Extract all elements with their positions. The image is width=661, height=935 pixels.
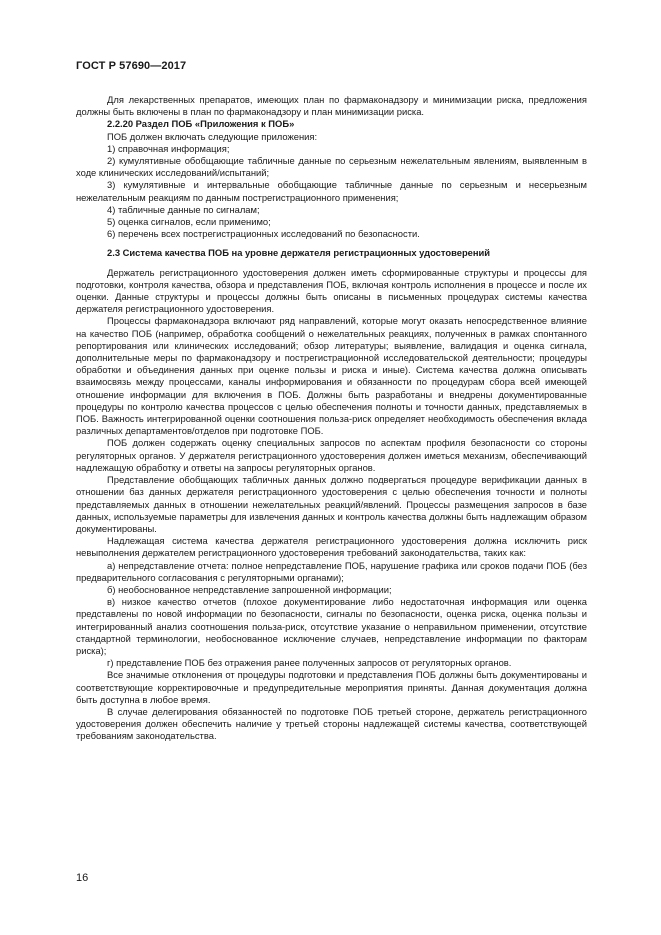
paragraph: Держатель регистрационного удостоверения должен иметь сформированные структуры и процессы для подготовки, контроля качества, обзора и представления ПОБ, включая контроль исполнения в процессе и после их оценки. Данные структуры и процессы должны быть описаны в письменных процедурах системы качества держателя регистрационного удостоверения. [76, 266, 587, 315]
paragraph: Процессы фармаконадзора включают ряд направлений, которые могут оказать непосредственное влияние на качество ПОБ (например, обработка сообщений о нежелательных реакциях, полученных в рамках спонтанного репортирования или клинических исследований; обзор литературы; выявление, валидация и оценка сигнала, дополнительные меры по фармаконадзору и пострегистрационной исследовательской деятельности; процедуры обработки и объединения данных при оценке пользы и риска и иные). Система качества должна описывать взаимосвязь между процессами, каналы информирования и обязанности по процедурам сбора всей имеющей отношение информации для включения в ПОБ. Должны быть разработаны и внедрены документированные процедуры по контролю качества процессов с целью обеспечения полноты и точности данных, представляемых в ПОБ. Важность интегрированной оценки соотношения польза-риск определяет необходимость обеспечения вклада различных департаментов/отделов при подготовке ПОБ. [76, 315, 587, 437]
paragraph: Для лекарственных препаратов, имеющих план по фармаконадзору и минимизации риска, предложения должны быть включены в план по фармаконадзору и план минимизации риска. [76, 94, 587, 118]
paragraph: ПОБ должен включать следующие приложения: [107, 130, 318, 142]
list-item: 5) оценка сигналов, если применимо; [107, 216, 271, 228]
document-body [76, 94, 587, 743]
list-item: 6) перечень всех пострегистрационных исследований по безопасности. [107, 228, 420, 240]
paragraph: В случае делегирования обязанностей по подготовке ПОБ третьей стороне, держатель регистрационного удостоверения должен обеспечить наличие у третьей стороны надлежащей системы качества, соответствующей требованиям законодательства. [76, 705, 587, 742]
list-item: 4) табличные данные по сигналам; [107, 203, 260, 215]
section-heading: 2.2.20 Раздел ПОБ «Приложения к ПОБ» [107, 118, 295, 130]
paragraph: Все значимые отклонения от процедуры подготовки и представления ПОБ должны быть документированы и соответствующие корректировочные и предупредительные мероприятия приняты. Данная документация должна быть доступна в любое время. [76, 669, 587, 705]
list-item: в) низкое качество отчетов (плохое документирование либо недостаточная информация или оценка представлены по новой информации по безопасности, сигналы по безопасности, оценка риска, оценка пользы и интегрированный анализ соотношения польза-риск, отсутствие указание о неправильном применении, отсутствие стандартной терминологии, необоснованное исключение случаев, непредставление информации по факторам риска); [76, 596, 587, 656]
list-item: г) представление ПОБ без отражения ранее полученных запросов от регуляторных органов. [107, 657, 512, 669]
section-title: 2.3 Система качества ПОБ на уровне держателя регистрационных удостоверений [107, 247, 491, 259]
list-item: а) непредставление отчета: полное непредставление ПОБ, нарушение графика или сроков подачи ПОБ (без предварительного согласования с регуляторными органами); [76, 559, 587, 583]
list-item: б) необоснованное непредставление запрошенной информации; [107, 583, 392, 595]
list-item: 3) кумулятивные и интервальные обобщающие табличные данные по серьезным и несерьезным нежелательным реакциям по данным пострегистрационного применения; [76, 179, 587, 203]
page-number: 16 [76, 872, 89, 884]
list-item: 2) кумулятивные обобщающие табличные данные по серьезным нежелательным явлениям, выявленным в ходе клинических исследований/испытаний; [76, 155, 587, 179]
paragraph: Надлежащая система качества держателя регистрационного удостоверения должна исключить риск невыполнения держателем регистрационного удостоверения требований законодательства, таких как: [76, 535, 587, 559]
paragraph: Представление обобщающих табличных данных должно подвергаться процедуре верификации данных в отношении баз данных держателя регистрационного удостоверения с целью обеспечения точности и полноты представляемых данных в отношении нежелательных реакций/явлений. Процессы размещения запросов в базе данных, используемые параметры для извлечения данных и контроль качества должны быть надлежащим образом документированы. [76, 474, 587, 534]
list-item: 1) справочная информация; [107, 142, 230, 154]
document-header: ГОСТ Р 57690—2017 [76, 60, 187, 72]
paragraph: ПОБ должен содержать оценку специальных запросов по аспектам профиля безопасности со стороны регуляторных органов. У держателя регистрационного удостоверения должен иметься механизм, обеспечивающий надлежащую обработку и ответы на запросы регуляторных органов. [76, 437, 587, 473]
